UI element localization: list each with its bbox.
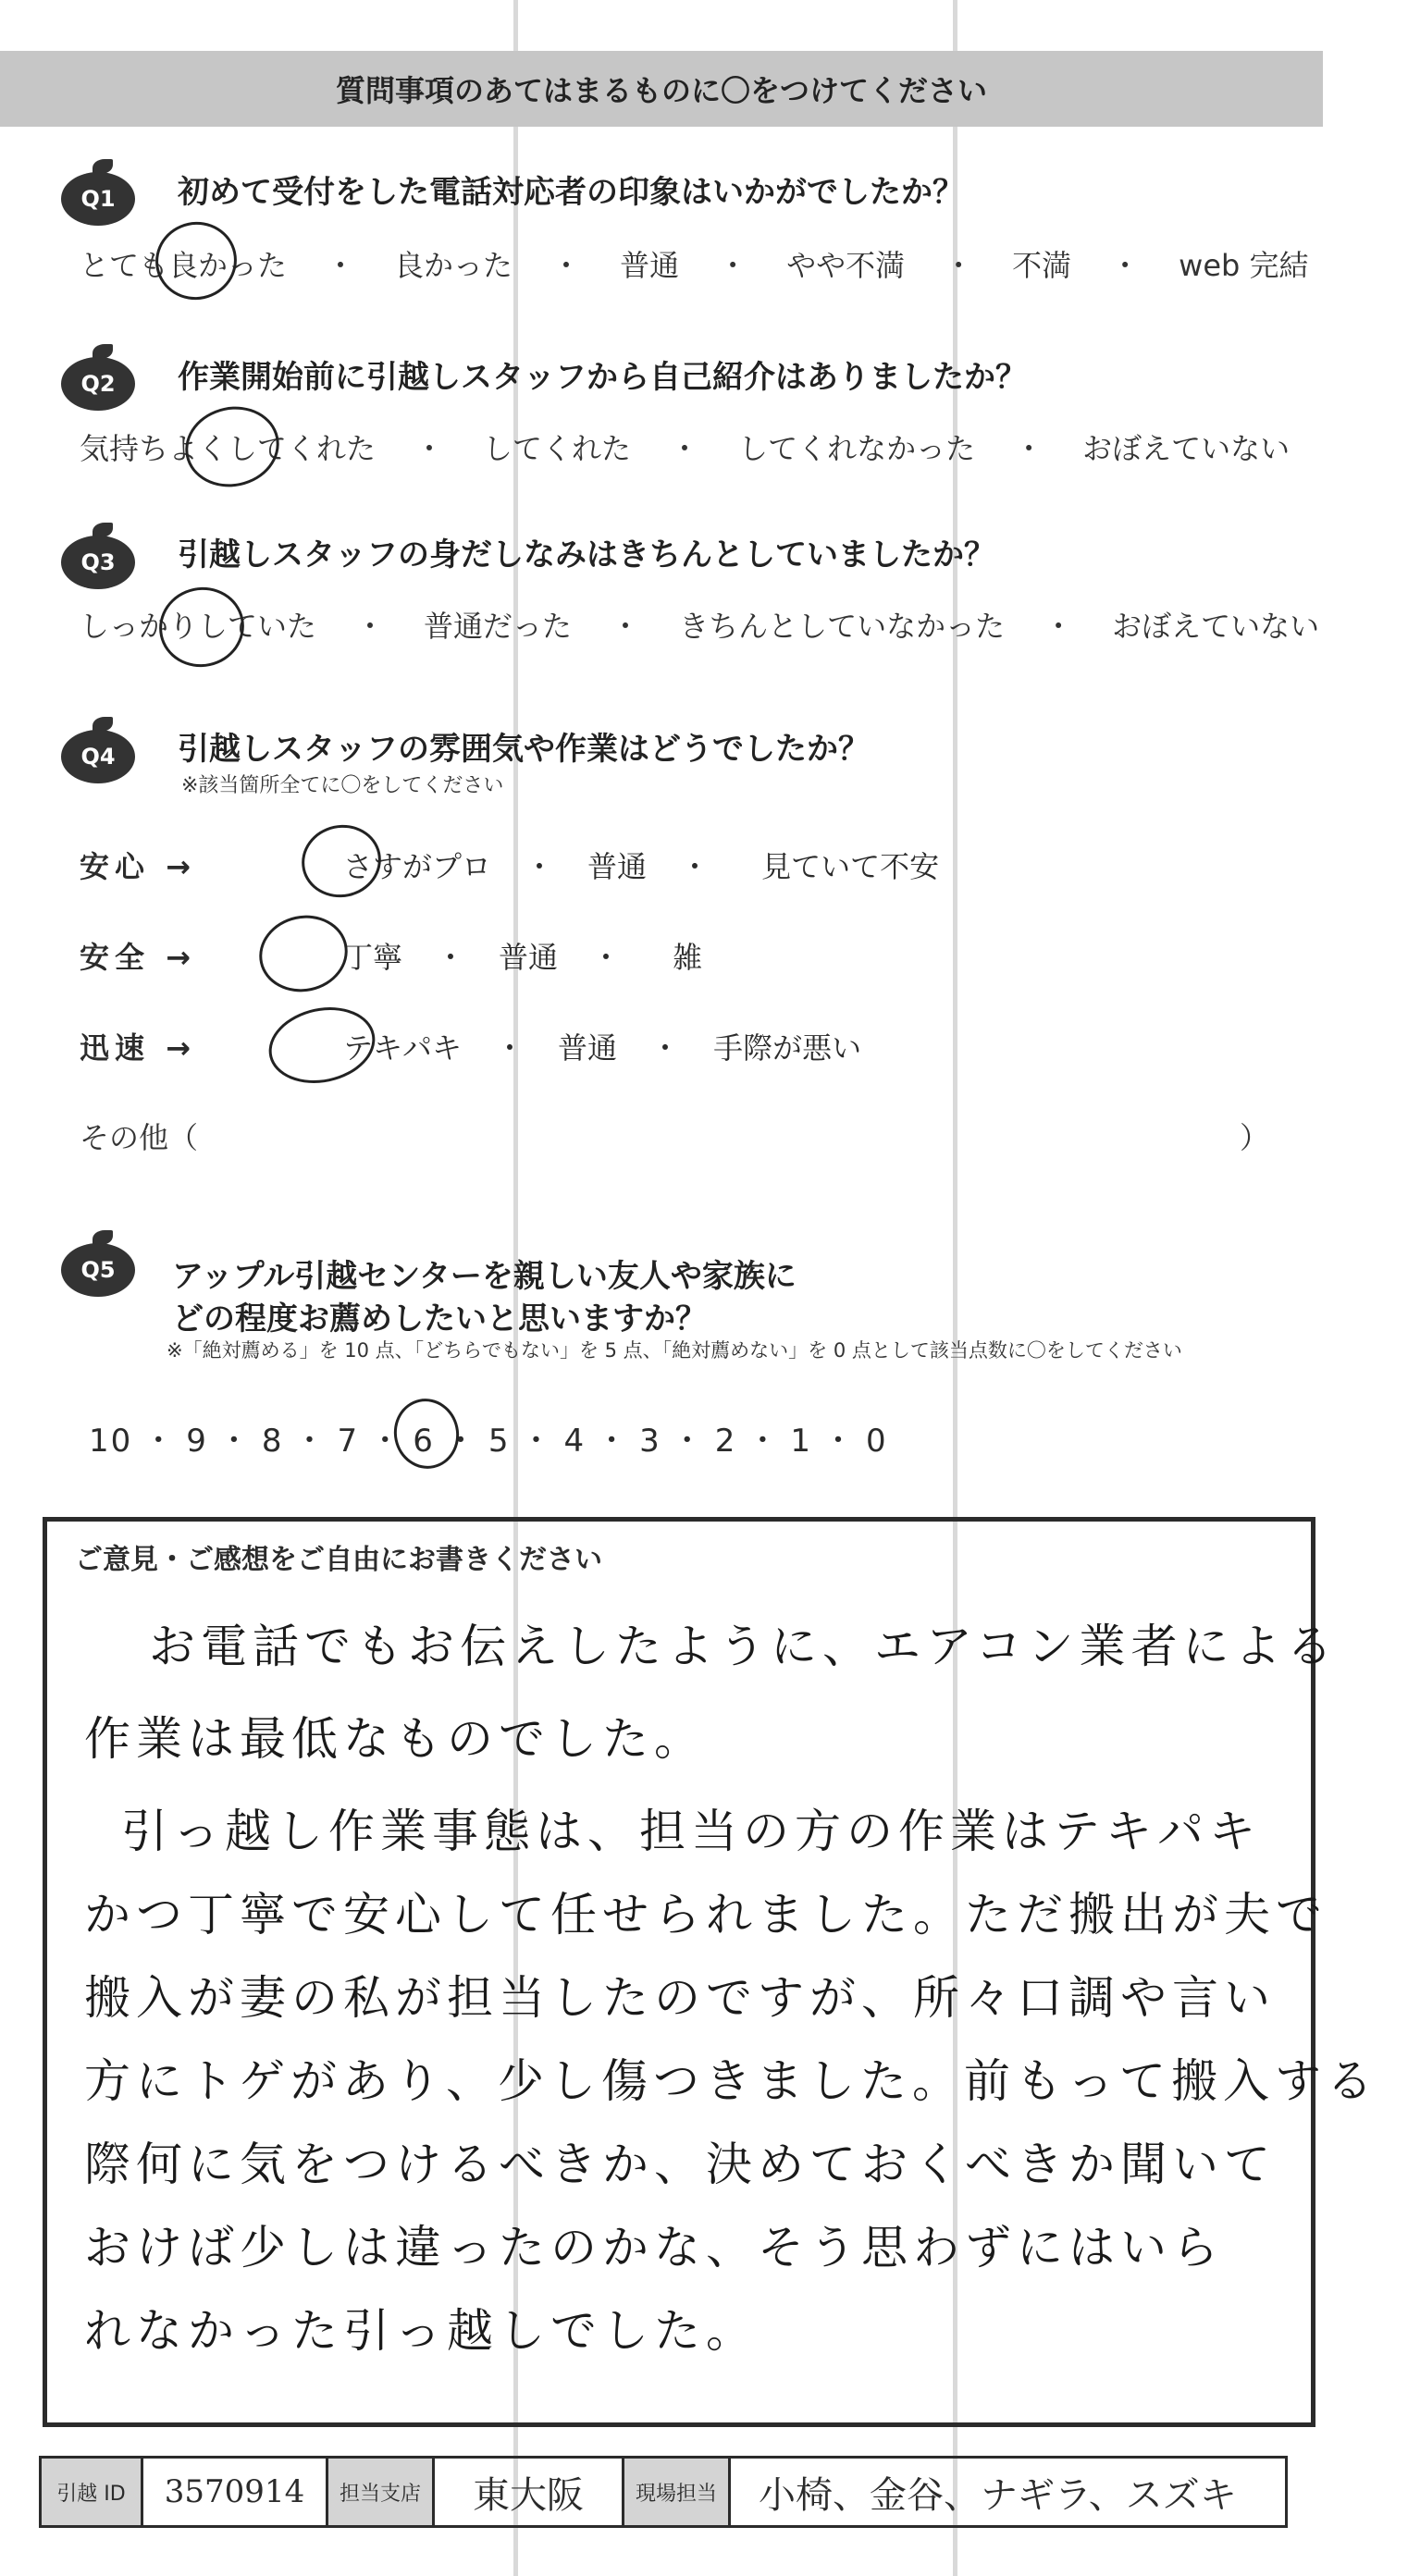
- staff-label: 現場担当: [624, 2459, 731, 2525]
- q4-option[interactable]: さすがプロ: [343, 849, 492, 884]
- q2-option[interactable]: おぼえていない: [1082, 431, 1291, 466]
- q1-option[interactable]: やや不満: [786, 248, 906, 283]
- q3-option[interactable]: おぼえていない: [1112, 609, 1320, 644]
- q1-option[interactable]: 良かった: [394, 248, 513, 283]
- q4-option[interactable]: 丁寧: [343, 940, 403, 975]
- handwritten-circle: [178, 398, 287, 495]
- handwritten-circle: [152, 579, 252, 674]
- branch-label: 担当支店: [328, 2459, 435, 2525]
- q1-option[interactable]: web 完結: [1179, 248, 1309, 283]
- scale-value[interactable]: 5: [488, 1423, 511, 1460]
- q4-row-anshin: 安心 → さすがプロ ・ 普通 ・ 見ていて不安: [80, 844, 939, 886]
- q4-option[interactable]: 普通: [587, 849, 648, 884]
- q4-badge: Q4: [61, 717, 141, 782]
- comments-title: ご意見・ご感想をご自由にお書きください: [75, 1544, 602, 1576]
- handwritten-line: 搬入が妻の私が担当したのですが、所々口調や言い: [84, 1971, 1276, 2025]
- q4-other-close: ）: [1240, 1120, 1270, 1155]
- q3-options: しっかりしていた ・ 普通だった ・ きちんとしていなかった ・ おぼえていない: [80, 603, 1319, 646]
- handwritten-line: かつ丁寧で安心して任せられました。ただ搬出が夫で: [84, 1888, 1328, 1941]
- handwritten-line: 方にトゲがあり、少し傷つきました。前もって搬入する: [84, 2054, 1378, 2108]
- q4-option[interactable]: 普通: [558, 1030, 618, 1066]
- staff-value: 小椅、金谷、ナギラ、スズキ: [759, 2473, 1237, 2517]
- q4-option[interactable]: 手際が悪い: [713, 1030, 862, 1066]
- q4-option[interactable]: 見ていて不安: [761, 849, 940, 884]
- q2-question: 作業開始前に引越しスタッフから自己紹介はありましたか？: [178, 359, 1027, 396]
- handwritten-line: 引っ越し作業事態は、担当の方の作業はテキパキ: [121, 1805, 1261, 1858]
- q4-row-label: 迅速 →: [80, 1030, 196, 1066]
- comments-box: [43, 1517, 1378, 2427]
- q5-scale: 10 ・ 9 ・ 8 ・ 7 ・ 6 ・ 5 ・ 4 ・ 3 ・ 2 ・ 1 ・ 0: [89, 1423, 888, 1460]
- q4-row-label: 安心 →: [80, 849, 196, 884]
- q3-option[interactable]: 普通だった: [424, 609, 573, 644]
- page-title: 質問事項のあてはまるものに〇をつけてください: [0, 51, 1323, 127]
- scale-value[interactable]: 7: [337, 1423, 360, 1460]
- scale-value[interactable]: 3: [639, 1423, 661, 1460]
- handwritten-circle: [262, 998, 382, 1092]
- q4-note: ※該当箇所全てに〇をしてください: [181, 774, 504, 797]
- q3-badge: Q3: [61, 523, 141, 587]
- id-label: 引越 ID: [42, 2459, 143, 2525]
- q4-other-label: その他（: [80, 1120, 199, 1155]
- branch-value: 東大阪: [435, 2459, 624, 2525]
- q4-option[interactable]: テキパキ: [343, 1030, 463, 1066]
- q4-option[interactable]: 雑: [673, 940, 703, 975]
- handwritten-circle: [148, 215, 244, 307]
- q2-option[interactable]: してくれなかった: [738, 431, 976, 466]
- q4-question: 引越しスタッフの雰囲気や作業はどうでしたか？: [178, 731, 870, 768]
- handwritten-line: お電話でもお伝えしたように、エアコン業者による: [149, 1620, 1339, 1673]
- scale-value[interactable]: 9: [186, 1423, 208, 1460]
- q3-option[interactable]: しっかりしていた: [80, 609, 317, 644]
- q3-option[interactable]: きちんとしていなかった: [679, 609, 1006, 644]
- q1-option[interactable]: 普通: [620, 248, 680, 283]
- q4-other: [80, 1115, 198, 1157]
- q5-question-line1: アップル引越センターを親しい友人や家族に: [172, 1258, 797, 1295]
- q5-question-line2: どの程度お薦めしたいと思いますか？: [172, 1300, 707, 1337]
- q4-row-label: 安全 →: [80, 940, 196, 975]
- scale-value[interactable]: 8: [261, 1423, 284, 1460]
- q4-option[interactable]: 普通: [499, 940, 559, 975]
- q1-option[interactable]: 不満: [1012, 248, 1072, 283]
- footer-table: [39, 2456, 1288, 2528]
- scale-value[interactable]: 4: [563, 1423, 587, 1460]
- handwritten-line: 作業は最低なものでした。: [84, 1712, 706, 1766]
- scale-value[interactable]: 1: [790, 1423, 813, 1460]
- handwritten-line: おけば少しは違ったのかな、そう思わずにはいら: [84, 2221, 1224, 2274]
- q1-question: 初めて受付をした電話対応者の印象はいかがでしたか？: [178, 174, 964, 211]
- id-value: 3570914: [143, 2459, 328, 2525]
- q2-option[interactable]: 気持ちよくしてくれた: [80, 431, 377, 466]
- q1-badge: Q1: [61, 159, 141, 224]
- q2-options: 気持ちよくしてくれた ・ してくれた ・ してくれなかった ・ おぼえていない: [80, 425, 1290, 468]
- q3-question: 引越しスタッフの身だしなみはきちんとしていましたか？: [178, 536, 995, 573]
- q4-row-jinsoku: 迅速 → テキパキ ・ 普通 ・ 手際が悪い: [80, 1025, 861, 1067]
- handwritten-circle: [253, 907, 355, 1000]
- scale-value[interactable]: 6: [413, 1423, 435, 1460]
- scale-value[interactable]: 2: [714, 1423, 737, 1460]
- scale-value[interactable]: 10: [89, 1423, 133, 1460]
- q5-badge: Q5: [61, 1230, 141, 1295]
- q1-options: とても良かった ・ 良かった ・ 普通 ・ やや不満 ・ 不満 ・ web 完結: [80, 242, 1309, 285]
- q5-note: ※「絶対薦める」を 10 点、「どちらでもない」を 5 点、「絶対薦めない」を 0 点として該当点数に〇をしてください: [167, 1339, 1182, 1362]
- handwritten-circle: [295, 818, 388, 905]
- handwritten-line: 際何に気をつけるべきか、決めておくべきか聞いて: [84, 2138, 1276, 2191]
- handwritten-circle: [388, 1393, 465, 1475]
- handwritten-line: れなかった引っ越しでした。: [84, 2304, 758, 2358]
- q2-badge: Q2: [61, 344, 141, 409]
- q4-row-anzen: 安全 → 丁寧 ・ 普通 ・ 雑: [80, 934, 702, 977]
- scale-value[interactable]: 0: [866, 1423, 888, 1460]
- q2-option[interactable]: してくれた: [483, 431, 632, 466]
- q1-option[interactable]: とても良かった: [80, 248, 288, 283]
